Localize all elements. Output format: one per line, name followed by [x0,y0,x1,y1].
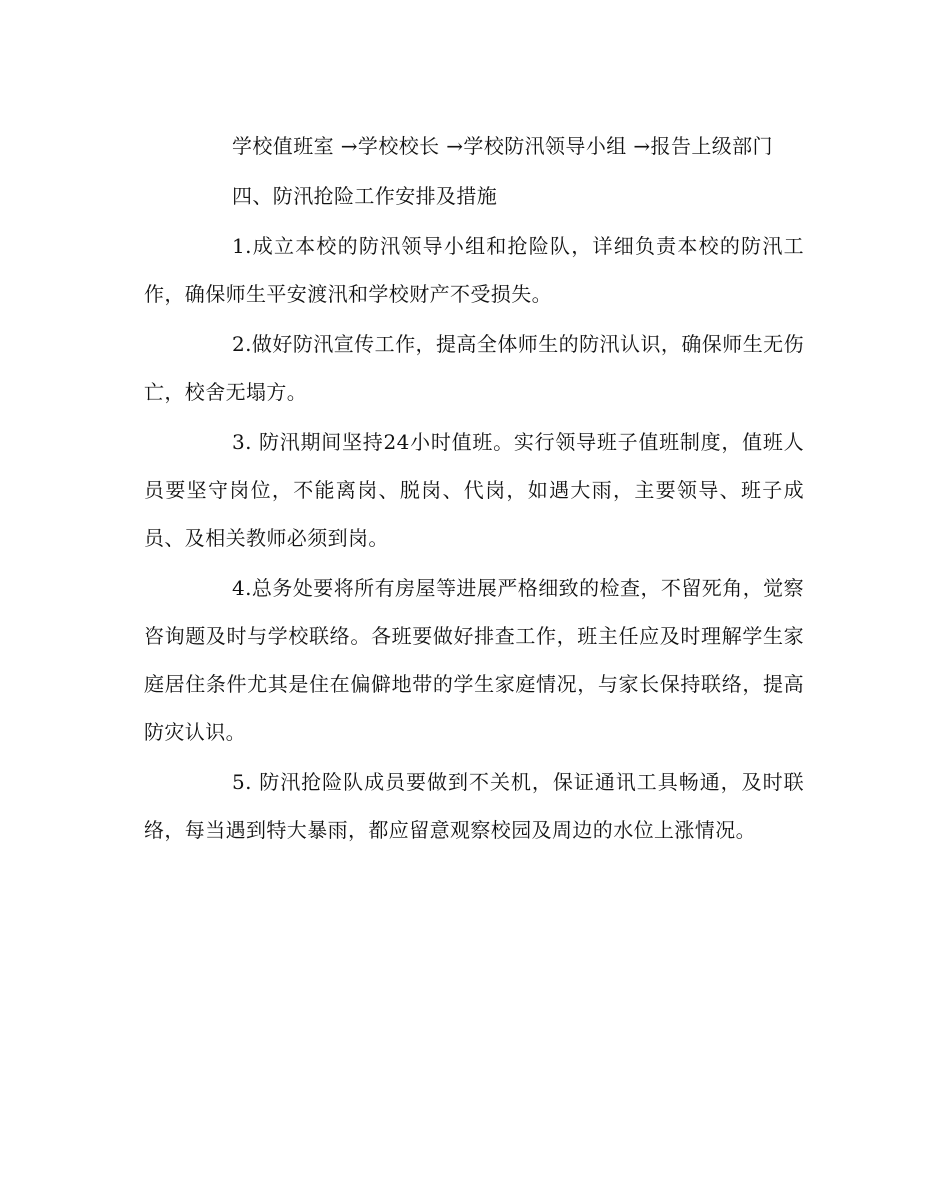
paragraph-item-3: 3. 防汛期间坚持24小时值班。实行领导班子值班制度，值班人员要坚守岗位，不能离岗、脱岗、代岗，如遇大雨，主要领导、班子成员、及相关教师必须到岗。 [144,430,804,550]
paragraph-item-2: 2.做好防汛宣传工作，提高全体师生的防汛认识，确保师生无伤亡，校舍无塌方。 [144,332,804,404]
paragraph-item-4: 4.总务处要将所有房屋等进展严格细致的检查，不留死角，觉察咨询题及时与学校联络。各班要做好排查工作，班主任应及时理解学生家庭居住条件尤其是住在偏僻地带的学生家庭情况，与家长保持联络，提高防灾认识。 [144,576,804,744]
paragraph-item-1: 1.成立本校的防汛领导小组和抢险队，详细负责本校的防汛工作，确保师生平安渡汛和学校财产不受损失。 [144,234,804,306]
paragraph-report-chain: 学校值班室 →学校校长 →学校防汛领导小组 →报告上级部门 [232,134,773,158]
paragraph-item-5: 5. 防汛抢险队成员要做到不关机，保证通讯工具畅通，及时联络，每当遇到特大暴雨，都应留意观察校园及周边的水位上涨情况。 [144,770,804,842]
document-body [144,122,804,854]
section-heading: 四、防汛抢险工作安排及措施 [232,184,498,208]
